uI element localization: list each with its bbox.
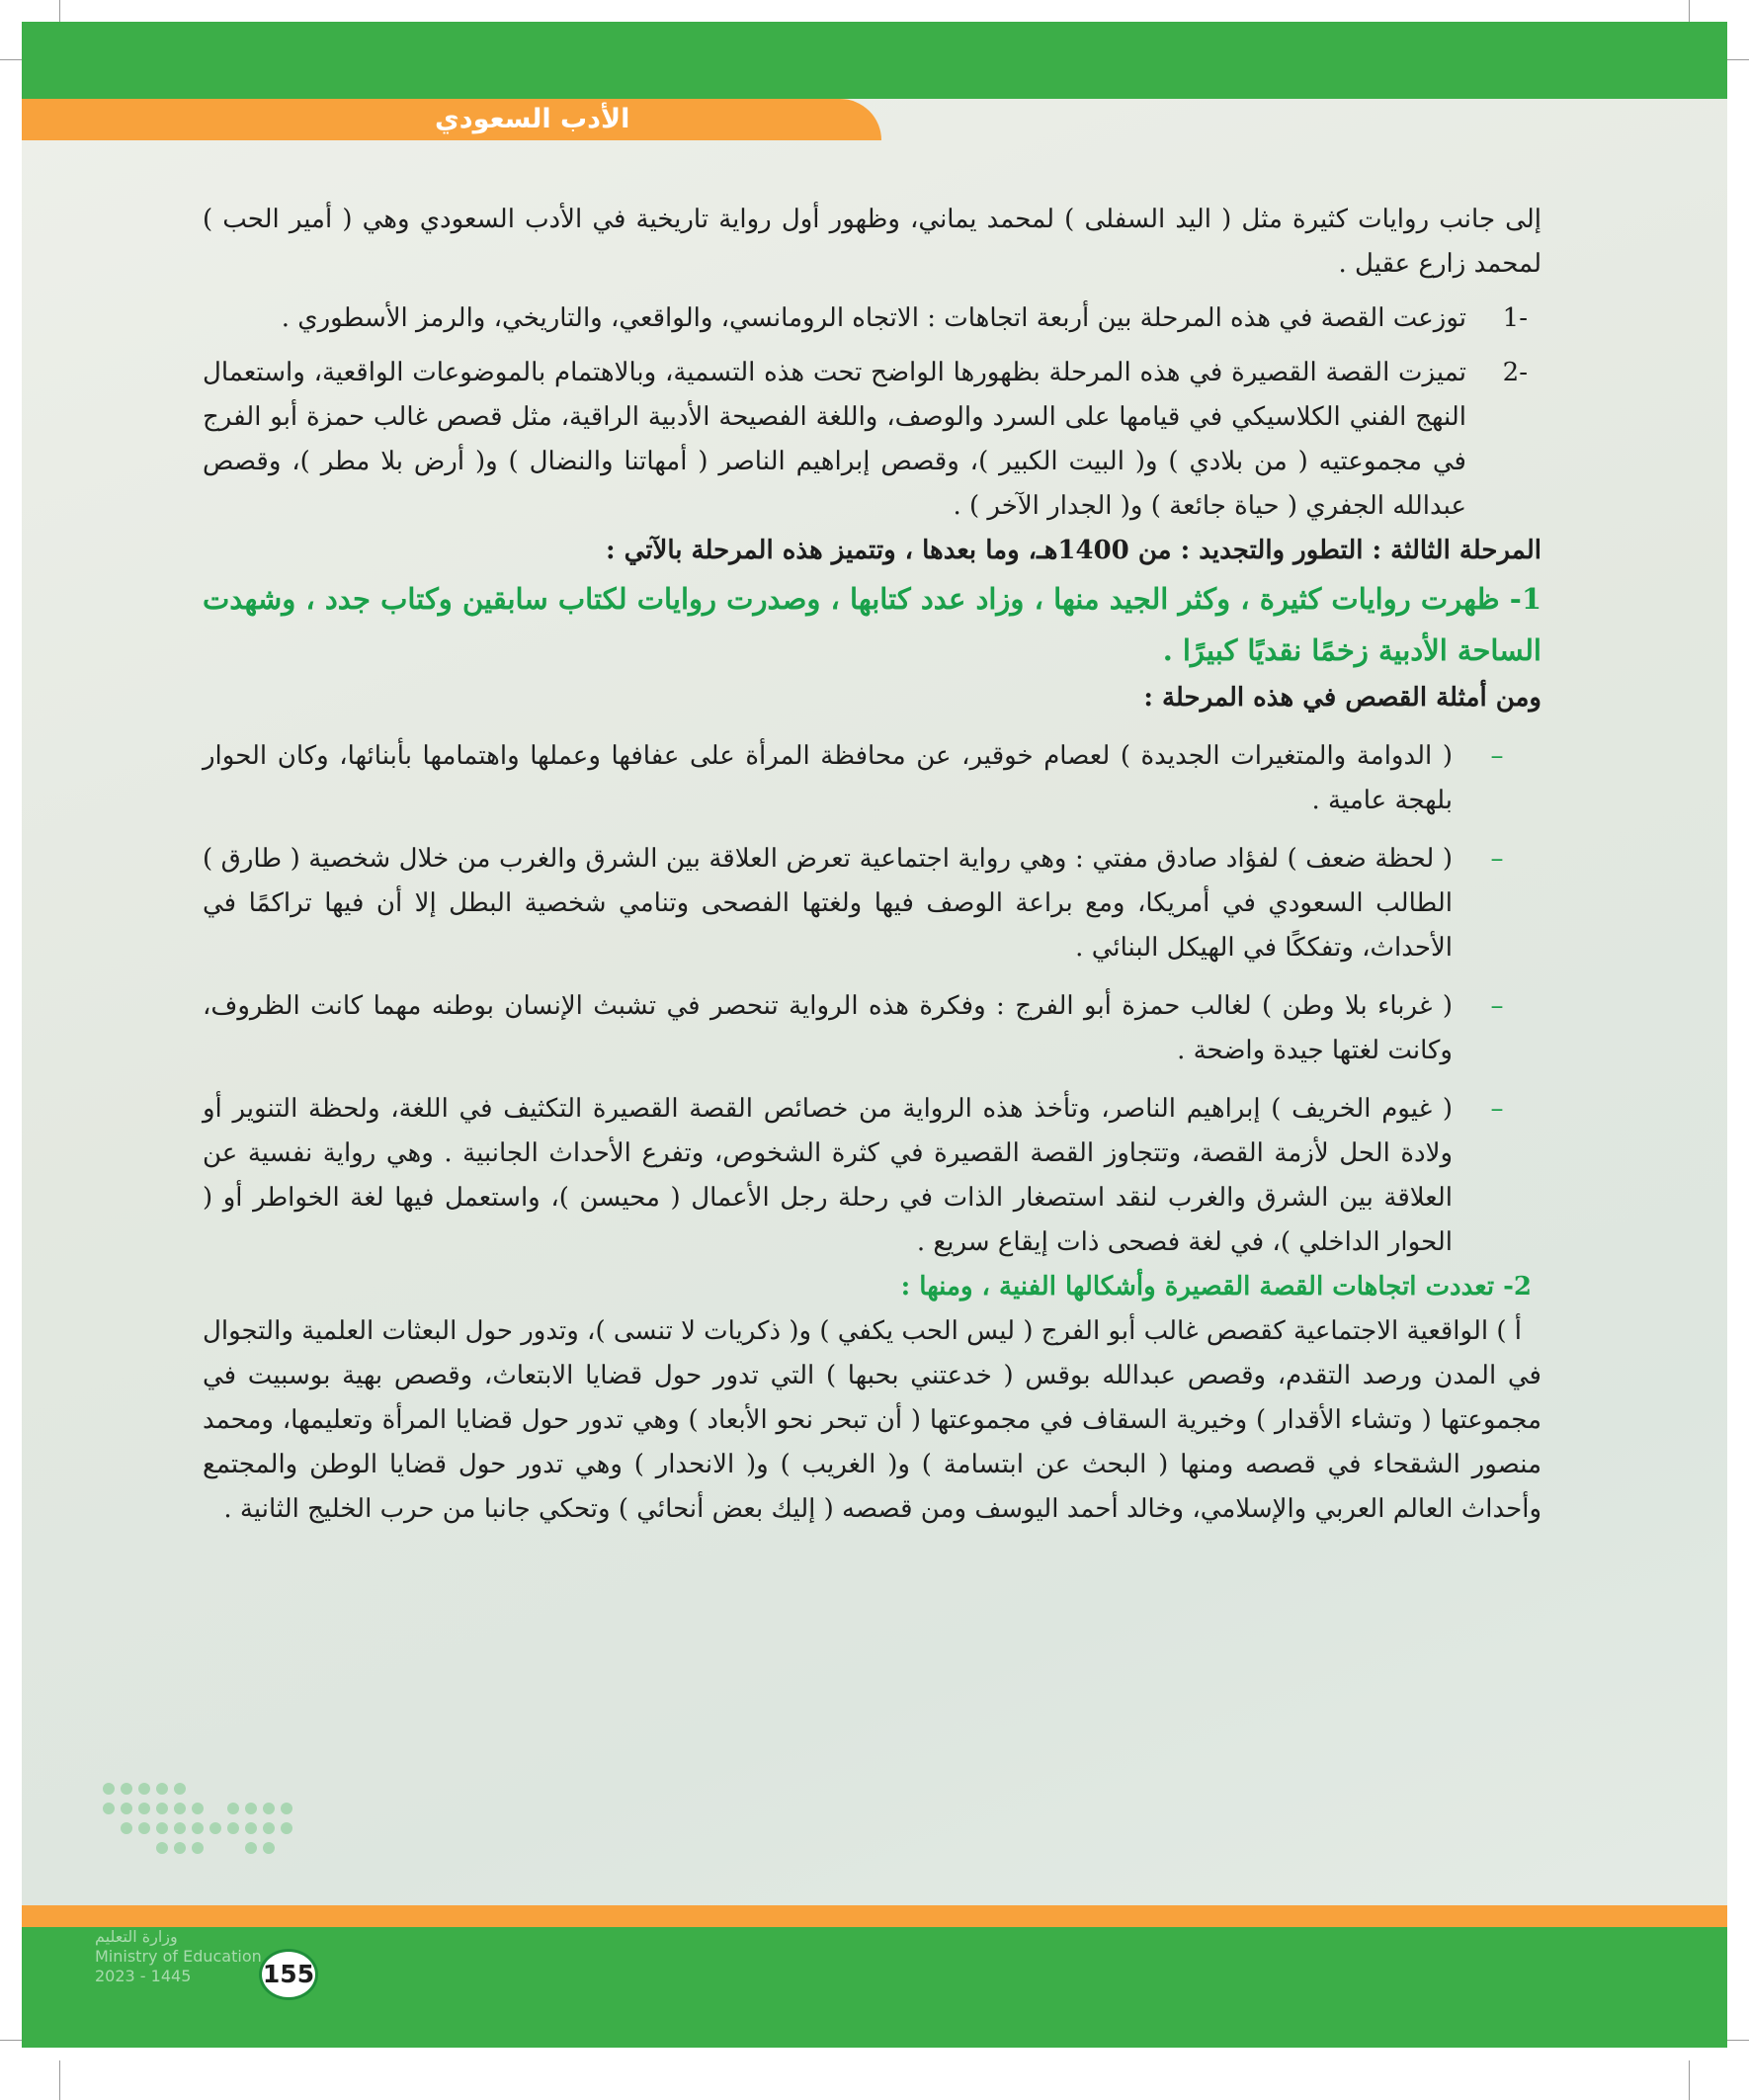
- top-banner: [22, 22, 1727, 99]
- intro-paragraph: إلى جانب روايات كثيرة مثل ( اليد السفلى ) لمحمد يماني، وظهور أول رواية تاريخية في الأدب السعودي وهي ( أمير الحب ) لمحمد زارع عقيل .: [203, 205, 1541, 279]
- example-text: ( الدوامة والمتغيرات الجديدة ) لعصام خوقير، عن محافظة المرأة على عفافها وعملها واهتمامها بأبنائها، وكان الحوار بلهجة عامية .: [203, 741, 1453, 815]
- example-item: [203, 837, 1541, 970]
- list-item: [203, 351, 1541, 529]
- logo-year: 2023 - 1445: [95, 1967, 192, 1985]
- dash-bullet: –: [1490, 844, 1504, 874]
- stage-heading: المرحلة الثالثة : التطور والتجديد : من 1400هـ، وما بعدها ، وتتميز هذه المرحلة بالآتي :: [605, 536, 1541, 565]
- item-number: -2: [1502, 358, 1528, 387]
- examples-heading: ومن أمثلة القصص في هذه المرحلة :: [1143, 683, 1541, 713]
- dash-bullet: –: [1490, 991, 1504, 1021]
- example-item: [203, 984, 1541, 1073]
- paragraph-a: أ ) الواقعية الاجتماعية كقصص غالب أبو الفرج ( ليس الحب يكفي ) و( ذكريات لا تنسى )، وتدور حول البعثات العلمية والتجوال في المدن ورصد التقدم، وقصص عبدالله بوقس ( خدعتني بحبها ) التي تدور حول قضايا الابتعاث، وقصص بهية بوسبيت في مجموعتها ( وتشاء الأقدار ) وخيرية السقاف في مجموعتها ( أن تبحر نحو الأبعاد ) وهي تدور حول قضايا المرأة وتعليمها، ومحمد منصور الشقحاء في قصصه ومنها ( البحث عن ابتسامة ) و( الغريب ) و( الانحدار ) وهي تدور حول قضايا الوطن والمجتمع وأحداث العالم العربي والإسلامي، وخالد أحمد اليوسف ومن قصصه ( إليك بعض أنحائي ) وتحكي جانبا من حرب الخليج الثانية .: [203, 1316, 1541, 1524]
- item-number: -1: [1502, 303, 1528, 333]
- crop-mark: [1689, 2060, 1690, 2100]
- item-text: تميزت القصة القصيرة في هذه المرحلة بظهورها الواضح تحت هذه التسمية، وبالاهتمام بالموضوعات الواقعية، واستعمال النهج الفني الكلاسيكي في قيامها على السرد والوصف، واللغة الفصيحة الأدبية الراقية، مثل قصص غالب حمزة أبو الفرج في مجموعتيه ( من بلادي ) و( البيت الكبير )، وقصص إبراهيم الناصر ( أمهاتنا والنضال ) و( أرض بلا مطر )، وقصص عبدالله الجفري ( حياة جائعة ) و( الجدار الآخر ) .: [203, 358, 1466, 521]
- main-content: [203, 198, 1541, 1532]
- point-two-heading: 2- تعددت اتجاهات القصة القصيرة وأشكالها الفنية ، ومنها :: [900, 1272, 1532, 1302]
- example-text: ( غيوم الخريف ) إبراهيم الناصر، وتأخذ هذه الرواية من خصائص القصة القصيرة التكثيف في اللغة، ولحظة التنوير أو ولادة الحل لأزمة القصة، وتتجاوز القصة القصيرة في كثرة الشخوص، وتفرع الأحداث الجانبية . وهي رواية نفسية عن العلاقة بين الشرق والغرب لنقد استصغار الذات في رحلة رجل الأعمال ( محيسن )، واستعمل فيها لغة الخواطر أو ( الحوار الداخلي )، في لغة فصحى ذات إيقاع سريع .: [203, 1094, 1453, 1257]
- page-number: 155: [259, 1949, 318, 2000]
- example-item: [203, 1087, 1541, 1265]
- header-title: الأدب السعودي: [435, 104, 630, 134]
- ministry-logo-text: [95, 1927, 263, 1986]
- example-text: ( لحظة ضعف ) لفؤاد صادق مفتي : وهي رواية اجتماعية تعرض العلاقة بين الشرق والغرب من خلال شخصية ( طارق ) الطالب السعودي في أمريكا، ومع براعة الوصف فيها ولغتها الفصحى وتنامي شخصية البطل إلا أن فيها تراكمًا في الأحداث، وتفككًا في الهيكل البنائي .: [203, 844, 1453, 963]
- logo-text-english: Ministry of Education: [95, 1947, 262, 1966]
- example-item: [203, 734, 1541, 823]
- example-text: ( غرباء بلا وطن ) لغالب حمزة أبو الفرج : وفكرة هذه الرواية تنحصر في تشبث الإنسان بوطنه مهما كانت الظروف، وكانت لغتها جيدة واضحة .: [203, 991, 1453, 1065]
- footer-orange-bar: [22, 1905, 1727, 1927]
- list-item: [203, 296, 1541, 341]
- ministry-logo-icon: [99, 1779, 306, 1891]
- point-one: 1- ظهرت روايات كثيرة ، وكثر الجيد منها ، وزاد عدد كتابها ، وصدرت روايات لكتاب سابقين وكتاب جدد ، وشهدت الساحة الأدبية زخمًا نقديًا كبيرًا .: [203, 582, 1541, 667]
- dash-bullet: –: [1490, 741, 1504, 771]
- dash-bullet: –: [1490, 1094, 1504, 1124]
- logo-text-arabic: وزارة التعليم: [95, 1927, 178, 1946]
- item-text: توزعت القصة في هذه المرحلة بين أربعة اتجاهات : الاتجاه الرومانسي، والواقعي، والتاريخي، والرمز الأسطوري .: [281, 303, 1466, 333]
- crop-mark: [59, 2060, 60, 2100]
